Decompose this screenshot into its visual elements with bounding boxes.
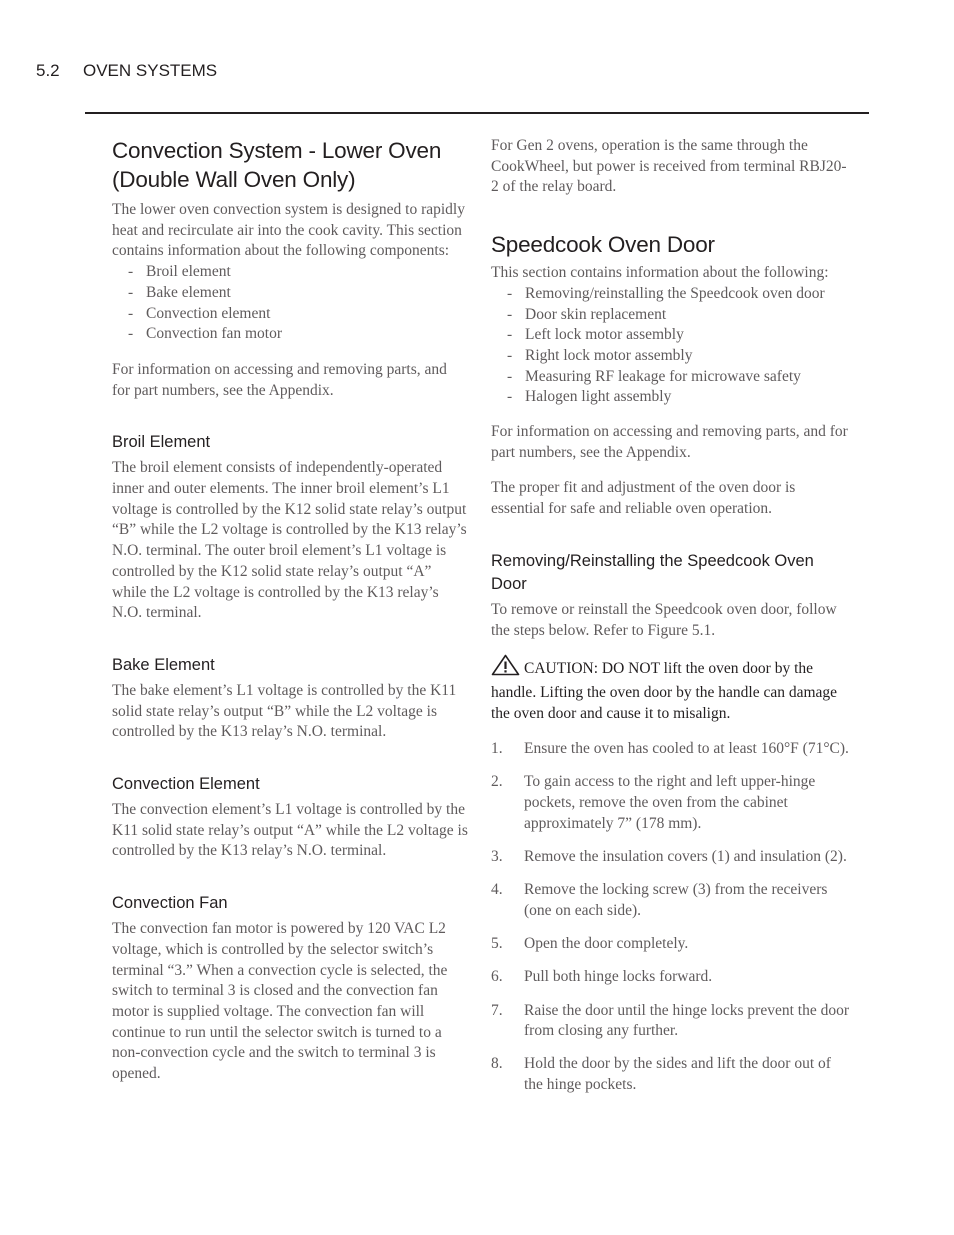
step-item: [491, 934, 851, 955]
step-text: Raise the door until the hinge locks prevent the door from closing any further.: [524, 1001, 849, 1040]
component-list: [112, 262, 468, 345]
step-number: 5.: [491, 935, 503, 953]
caution-text: CAUTION: DO NOT lift the oven door by the handle. Lifting the oven door by the handle can damage the oven door and cause it to misalign.: [491, 660, 838, 723]
list-item: - Door skin replacement: [507, 305, 851, 326]
convection-system-title: Convection System - Lower Oven (Double Wall Oven Only): [112, 138, 442, 192]
convection-element-text: The convection element’s L1 voltage is controlled by the K11 solid state relay’s output “A” while the L2 voltage is controlled by the K13 relay’s N.O. terminal.: [112, 801, 468, 860]
speedcook-intro: This section contains information about the following:: [491, 264, 829, 282]
list-item: - Measuring RF leakage for microwave safety: [507, 367, 851, 388]
list-item: - Removing/reinstalling the Speedcook oven door: [507, 284, 851, 305]
removing-intro: To remove or reinstall the Speedcook oven door, follow the steps below. Refer to Figure 5.1.: [491, 600, 837, 639]
step-item: [491, 1054, 851, 1095]
step-number: 6.: [491, 968, 503, 986]
step-text: Hold the door by the sides and lift the door out of the hinge pockets.: [524, 1055, 831, 1094]
broil-element-text: The broil element consists of independently-operated inner and outer elements. The inner broil element’s L1 voltage is controlled by the K12 solid state relay’s output “B” while the L2 voltage is controlled by the K13 relay’s N.O. terminal. The outer broil element’s L1 voltage is controlled by the K12 solid state relay’s output “A” while the L2 voltage is controlled by the K13 relay’s N.O. terminal.: [112, 459, 467, 622]
step-text: Ensure the oven has cooled to at least 160°F (71°C).: [524, 740, 849, 758]
list-item: - Halogen light assembly: [507, 387, 851, 408]
appendix-note: For information on accessing and removing parts, and for part numbers, see the Appendix.: [491, 423, 848, 461]
removal-steps: [491, 739, 851, 1096]
step-number: 1.: [491, 740, 503, 758]
step-text: Pull both hinge locks forward.: [524, 968, 713, 986]
convection-fan-heading: Convection Fan: [112, 894, 228, 913]
list-item: - Right lock motor assembly: [507, 346, 851, 367]
appendix-note: For information on accessing and removing parts, and for part numbers, see the Appendix.: [112, 360, 447, 399]
convection-fan-text: The convection fan motor is powered by 120 VAC L2 voltage, which is controlled by the selector switch’s terminal “3.” When a convection cycle is selected, the switch to terminal 3 is closed and the convection fan motor is supplied voltage. The convection fan will continue to run until the selector switch is turned to a non-convection cycle and the switch to terminal 3 is opened.: [112, 920, 448, 1083]
section-number: 5.2: [36, 61, 60, 80]
broil-element-heading: Broil Element: [112, 433, 211, 452]
gen2-note: For Gen 2 ovens, operation is the same through the CookWheel, but power is received from terminal RBJ20-2 of the relay board.: [491, 137, 847, 196]
left-column: [112, 136, 468, 1085]
speedcook-door-title: Speedcook Oven Door: [491, 232, 715, 258]
page-header: [36, 61, 217, 81]
convection-element-heading: Convection Element: [112, 775, 260, 794]
caution-notice: [491, 654, 851, 724]
step-item: [491, 772, 851, 834]
bake-element-text: The bake element’s L1 voltage is controlled by the K11 solid state relay’s output “B” while the L2 voltage is controlled by the K13 relay’s N.O. terminal.: [112, 681, 457, 741]
step-item: [491, 847, 851, 868]
step-number: 2.: [491, 773, 503, 791]
step-text: Remove the insulation covers (1) and insulation (2).: [524, 848, 847, 866]
warning-triangle-icon: [491, 654, 520, 682]
door-fit-note: The proper fit and adjustment of the oven door is essential for safe and reliable oven operation.: [491, 479, 796, 518]
step-number: 8.: [491, 1055, 503, 1073]
step-number: 3.: [491, 848, 503, 866]
step-item: [491, 739, 851, 760]
step-item: [491, 880, 851, 921]
step-item: [491, 1001, 851, 1042]
step-text: Remove the locking screw (3) from the receivers (one on each side).: [524, 881, 828, 919]
list-item: - Convection fan motor: [128, 324, 468, 345]
header-rule: [85, 112, 869, 114]
list-item: - Broil element: [128, 262, 468, 283]
list-item: - Convection element: [128, 304, 468, 325]
step-number: 7.: [491, 1001, 503, 1019]
step-text: To gain access to the right and left upper-hinge pockets, remove the oven from the cabinet approximately 7” (178 mm).: [524, 773, 816, 832]
step-text: Open the door completely.: [524, 935, 689, 953]
section-title: OVEN SYSTEMS: [83, 61, 218, 80]
list-item: - Bake element: [128, 283, 468, 304]
step-item: [491, 967, 851, 988]
step-number: 4.: [491, 881, 503, 899]
list-item: - Left lock motor assembly: [507, 325, 851, 346]
speedcook-topic-list: [491, 284, 851, 408]
right-column: [491, 136, 851, 1108]
removing-reinstalling-heading: Removing/Reinstalling the Speedcook Oven Door: [491, 551, 814, 593]
bake-element-heading: Bake Element: [112, 655, 215, 674]
convection-intro: The lower oven convection system is designed to rapidly heat and recirculate air into the cook cavity. This section contains information about the following components:: [112, 201, 465, 260]
